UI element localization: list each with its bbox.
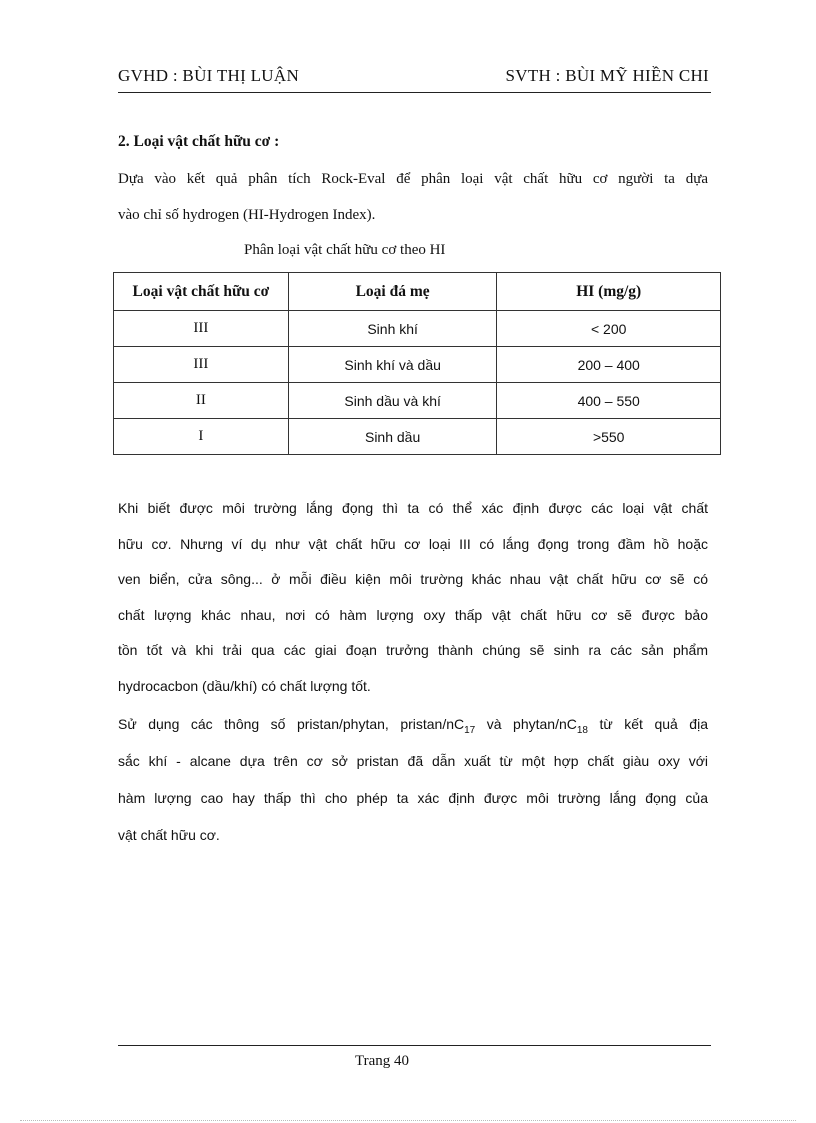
intro-line-1: Dựa vào kết quả phân tích Rock-Eval để phân loại vật chất hữu cơ người ta dựa xyxy=(118,171,708,187)
environment-paragraph xyxy=(118,491,708,705)
text-run: từ kết quả địa xyxy=(588,716,708,732)
table-cell: I xyxy=(114,419,289,455)
intro-line-2: vào chỉ số hydrogen (HI-Hydrogen Index). xyxy=(118,207,376,223)
paragraph-line: vật chất hữu cơ. xyxy=(118,827,220,843)
intro-paragraph xyxy=(118,161,708,233)
column-header: HI (mg/g) xyxy=(497,273,721,311)
table-cell: >550 xyxy=(497,419,721,455)
section-title: 2. Loại vật chất hữu cơ : xyxy=(118,133,280,150)
paragraph-line: hữu cơ. Nhưng ví dụ như vật chất hữu cơ loại III có lắng đọng trong đầm hồ hoặc xyxy=(118,535,708,552)
page-number: Trang 40 xyxy=(354,1053,410,1069)
header-student: SVTH : BÙI MỸ HIỀN CHI xyxy=(505,66,709,85)
table-cell: Sinh khí và dầu xyxy=(288,347,497,383)
column-header: Loại đá mẹ xyxy=(288,273,497,311)
page-footer xyxy=(0,1053,816,1070)
text-run: và phytan/nC xyxy=(475,716,577,732)
subscript: 17 xyxy=(464,724,476,736)
header-instructor: GVHD : BÙI THỊ LUẬN xyxy=(118,66,300,85)
table-cell: III xyxy=(114,347,289,383)
table-row xyxy=(114,347,721,383)
paragraph-line: sắc khí - alcane dựa trên cơ sở pristan đã dẫn xuất từ một hợp chất giàu oxy với xyxy=(118,753,708,769)
table-caption: Phân loại vật chất hữu cơ theo HI xyxy=(244,242,446,258)
parameters-paragraph xyxy=(118,706,708,854)
table-cell: 400 – 550 xyxy=(497,383,721,419)
table-row xyxy=(114,419,721,455)
paragraph-line: tồn tốt và khi trải qua các giai đoạn trưởng thành chúng sẽ sinh ra các sản phẩm xyxy=(118,642,708,659)
table-cell: < 200 xyxy=(497,311,721,347)
hi-classification-table xyxy=(113,272,721,455)
paragraph-line xyxy=(118,706,708,743)
subscript: 18 xyxy=(576,724,588,736)
table-cell: 200 – 400 xyxy=(497,347,721,383)
table-cell: Sinh dầu xyxy=(288,419,497,455)
paragraph-line: hydrocacbon (dầu/khí) có chất lượng tốt. xyxy=(118,677,371,694)
page-header xyxy=(118,66,711,93)
paragraph-line: chất lượng khác nhau, nơi có hàm lượng oxy thấp vật chất hữu cơ sẽ được bảo xyxy=(118,606,708,623)
paragraph-line: ven biển, cửa sông... ở mỗi điều kiện môi trường khác nhau vật chất hữu cơ sẽ có xyxy=(118,571,708,588)
table-cell: Sinh dầu và khí xyxy=(288,383,497,419)
table-row xyxy=(114,383,721,419)
table-cell: II xyxy=(114,383,289,419)
paragraph-line: Khi biết được môi trường lắng đọng thì ta có thể xác định được các loại vật chất xyxy=(118,500,708,516)
table-cell: Sinh khí xyxy=(288,311,497,347)
text-run: Sử dụng các thông số pristan/phytan, pristan/nC xyxy=(118,716,465,732)
column-header: Loại vật chất hữu cơ xyxy=(114,273,289,311)
table-header-row xyxy=(114,273,721,311)
page-edge-divider xyxy=(20,1120,796,1121)
paragraph-line: hàm lượng cao hay thấp thì cho phép ta xác định được môi trường lắng đọng của xyxy=(118,790,708,806)
table-row xyxy=(114,311,721,347)
footer-rule xyxy=(118,1045,711,1046)
table-cell: III xyxy=(114,311,289,347)
